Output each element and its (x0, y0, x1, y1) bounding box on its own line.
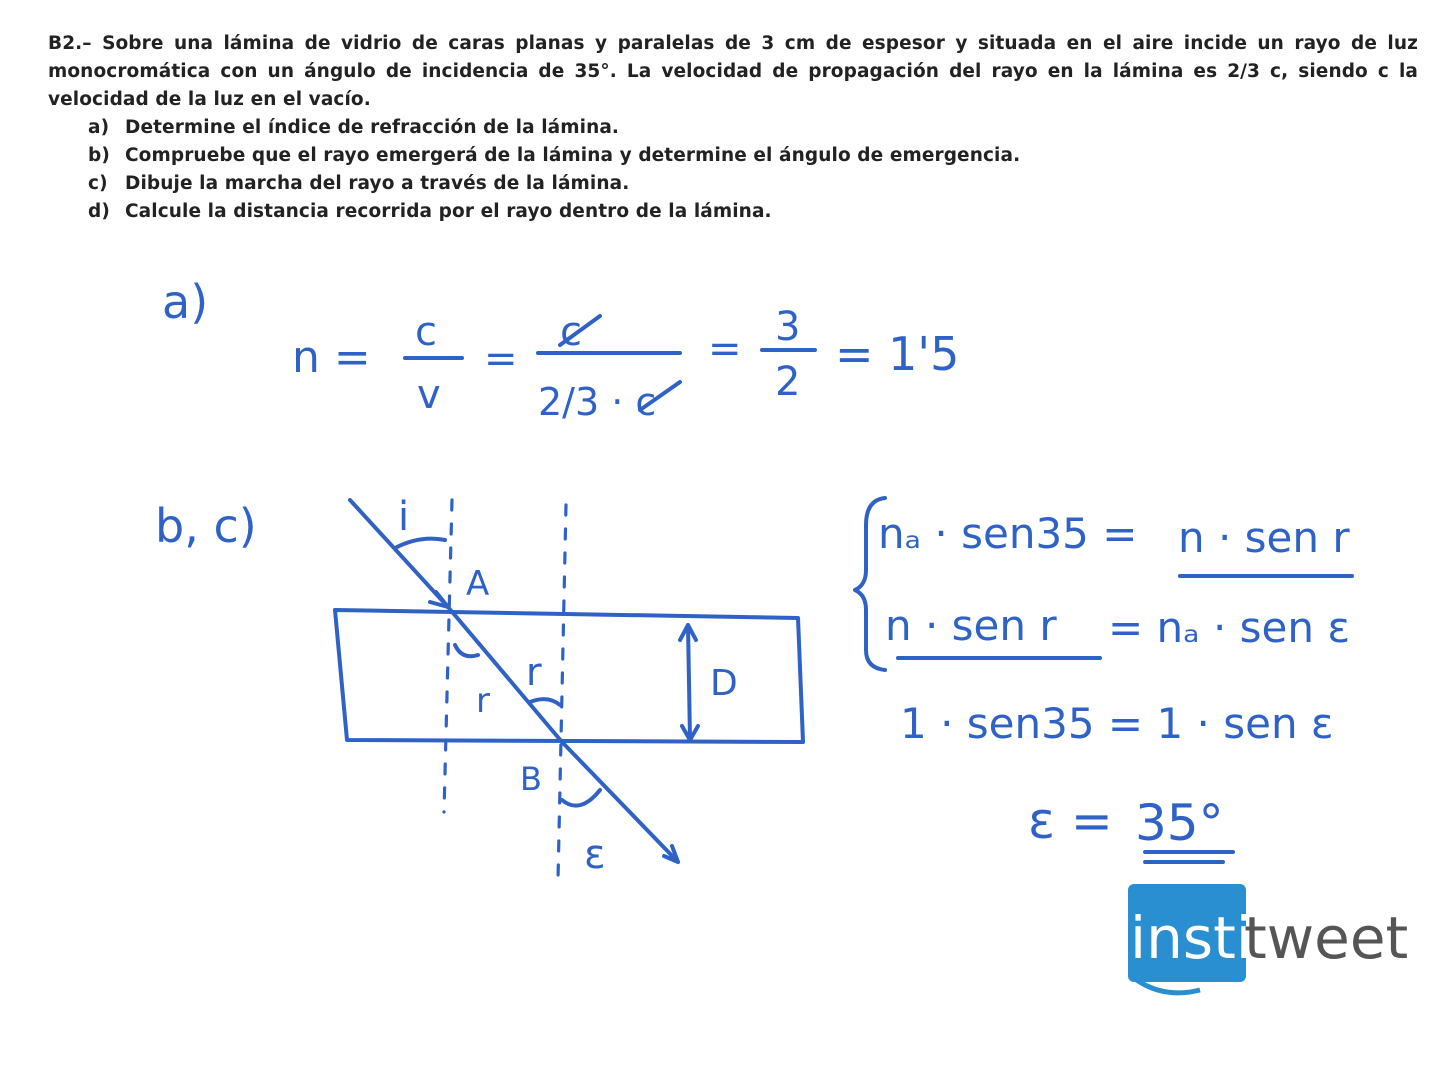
logo-text-insti: insti (1130, 904, 1252, 972)
frac2-denominator: 2/3 · c (538, 380, 657, 424)
refraction-diagram (335, 494, 803, 880)
emergent-ray (562, 742, 678, 862)
item-label: a) (88, 117, 110, 138)
angle-arc-r-right (530, 699, 560, 705)
item-text: Determine el índice de refracción de la lámina. (125, 117, 620, 138)
item-text: Calcule la distancia recorrida por el rayo dentro de la lámina. (125, 201, 772, 222)
result-epsilon-value: 35° (1135, 794, 1224, 852)
label-point-a: A (466, 564, 490, 604)
frac3-denominator: 2 (775, 359, 801, 405)
equation-1-lhs: nₐ · sen35 = (878, 509, 1138, 558)
frac1-denominator: v (417, 372, 441, 418)
label-angle-r-left: r (476, 681, 490, 721)
eq-n-lhs: n = (292, 332, 371, 383)
normal-line-entry (444, 500, 452, 812)
equals-sign-2: = (708, 326, 742, 372)
equals-sign-1: = (484, 336, 518, 382)
label-point-b: B (520, 760, 542, 798)
part-bc-label: b, c) (155, 499, 257, 553)
item-label: d) (88, 201, 110, 222)
solution-a (162, 275, 959, 424)
snell-equations (855, 498, 1352, 862)
item-label: b) (88, 145, 110, 166)
item-text: Dibuje la marcha del rayo a través de la lámina. (125, 173, 630, 194)
label-thickness-d: D (710, 663, 738, 704)
equation-2-lhs: n · sen r (885, 601, 1057, 650)
part-a-label: a) (162, 275, 209, 329)
equation-2-rhs: = nₐ · sen ε (1108, 603, 1351, 652)
result-n: = 1'5 (835, 327, 960, 381)
equation-1-rhs: n · sen r (1178, 513, 1350, 562)
thickness-arrow (688, 625, 690, 740)
label-angle-r-right: r (526, 650, 542, 694)
angle-arc-e (562, 790, 600, 806)
frac2-numerator: c (560, 309, 582, 355)
problem-statement: B2.– Sobre una lámina de vidrio de caras planas y paralelas de 3 cm de espesor y situada en el aire incide un rayo de luz monocromática con un ángulo de incidencia de 35°. La velocidad de propagación del rayo en la lámina es 2/3 c, siendo c la velocidad de la luz en el vacío. (48, 33, 1418, 110)
frac1-numerator: c (415, 309, 437, 355)
normal-line-exit (558, 505, 566, 880)
angle-arc-r-left (455, 645, 478, 656)
equation-3: 1 · sen35 = 1 · sen ε (900, 699, 1334, 748)
label-angle-epsilon: ε (584, 832, 606, 878)
label-angle-i: i (398, 494, 410, 540)
angle-arc-i (395, 539, 445, 548)
item-label: c) (88, 173, 108, 194)
frac3-numerator: 3 (775, 304, 801, 350)
result-epsilon-lhs: ε = (1028, 792, 1113, 850)
item-text: Compruebe que el rayo emergerá de la lámina y determine el ángulo de emergencia. (125, 145, 1021, 166)
institweet-logo (1128, 884, 1408, 993)
logo-text-tweet: tweet (1244, 904, 1409, 972)
refracted-ray (448, 607, 562, 742)
